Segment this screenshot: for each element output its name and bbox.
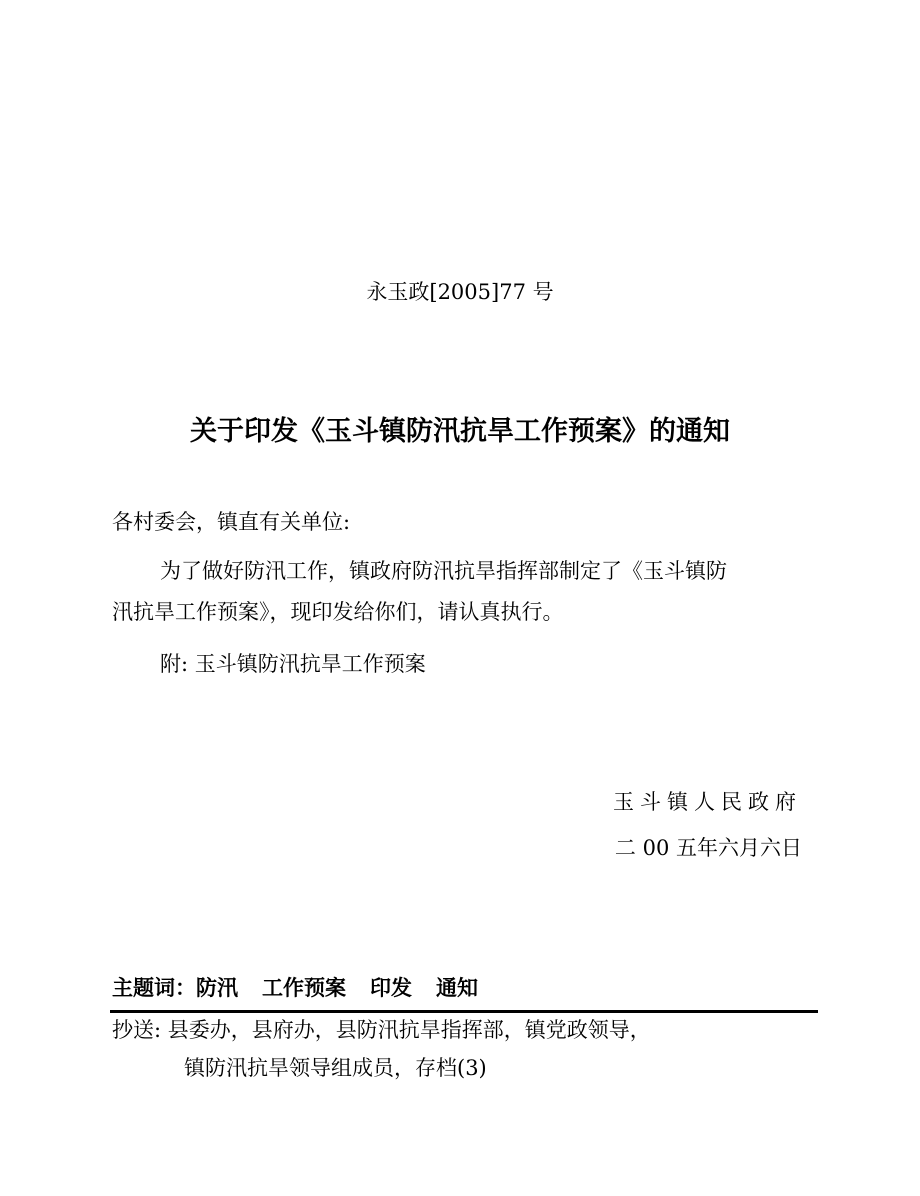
cc-line-1: 抄送: 县委办，县府办，县防汛抗旱指挥部，镇党政领导， [112, 1018, 651, 1042]
keyword: 通知 [436, 976, 478, 1000]
subject-keywords [112, 978, 478, 999]
keyword: 印发 [370, 976, 412, 1000]
divider-line [110, 1010, 818, 1013]
cc-line-2: 镇防汛抗旱领导组成员，存档(3) [184, 1056, 487, 1080]
signature-date: 二 00 五年六月六日 [614, 836, 802, 860]
keyword: 防汛 [196, 976, 238, 1000]
body-paragraph-line-1: 为了做好防汛工作，镇政府防汛抗旱指挥部制定了《玉斗镇防 [160, 559, 727, 583]
document-title: 关于印发《玉斗镇防汛抗旱工作预案》的通知 [190, 416, 730, 447]
body-paragraph-line-2: 汛抗旱工作预案》，现印发给你们，请认真执行。 [112, 600, 564, 624]
keyword: 工作预案 [262, 976, 346, 1000]
signature-organization: 玉斗镇人民政府 [613, 790, 802, 814]
document-number: 永玉政[2005]77 号 [366, 280, 554, 304]
keywords-label: 主题词： [112, 976, 196, 1000]
addressee: 各村委会，镇直有关单位: [112, 510, 351, 534]
attachment-note: 附: 玉斗镇防汛抗旱工作预案 [160, 652, 426, 676]
